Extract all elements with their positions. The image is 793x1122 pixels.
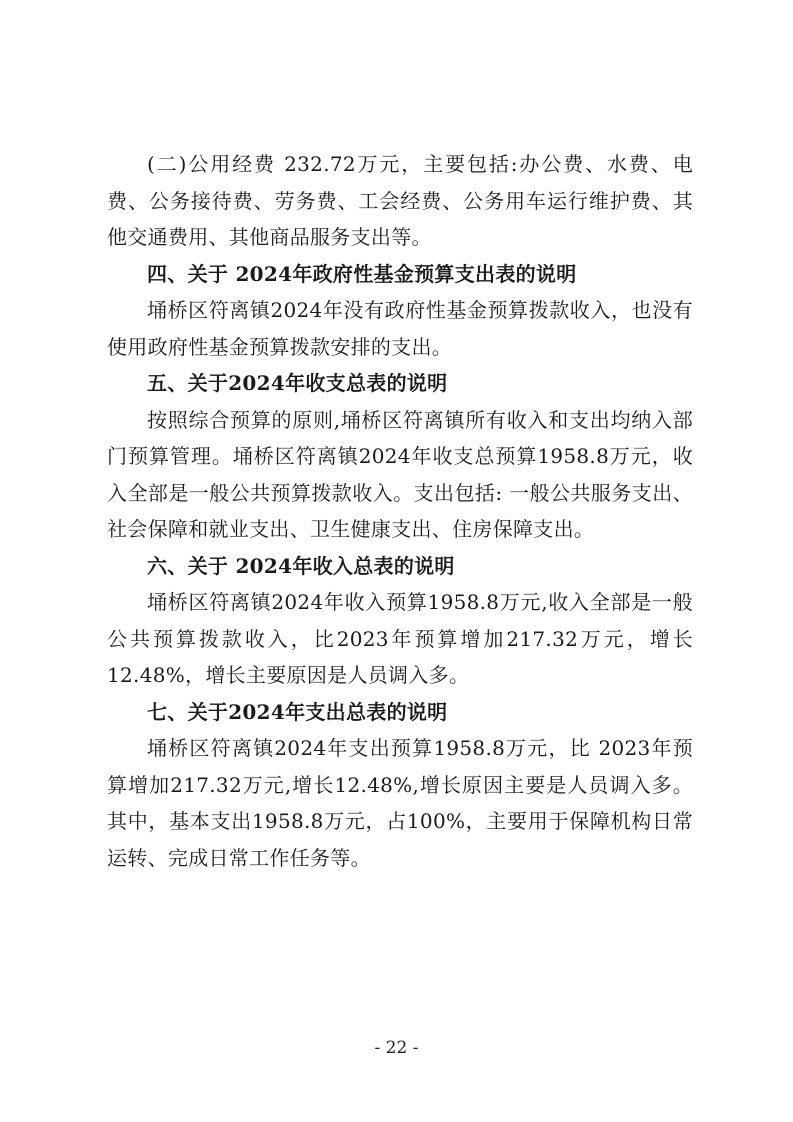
heading-section-6: 六、关于 2024年收入总表的说明 (147, 553, 455, 578)
paragraph-public-expenses: (二)公用经费 232.72万元，主要包括:办公费、水费、电费、公务接待费、劳务费、工会经费、公务用车运行维护费、其他交通费用、其他商品服务支出等。 (107, 152, 693, 249)
paragraph-expenditure-summary: 埇桥区符离镇2024年支出预算1958.8万元，比 2023年预算增加217.32万元,增长12.48%,增长原因主要是人员调入多。其中，基本支出1958.8万元，占100%，主要用于保障机构日常运转、完成日常工作任务等。 (107, 736, 693, 870)
paragraph-income-expenditure-summary: 按照综合预算的原则,埇桥区符离镇所有收入和支出均纳入部门预算管理。埇桥区符离镇2024年收支总预算1958.8万元，收入全部是一般公共预算拨款收入。支出包括: 一般公共服务支出、社会保障和就业支出、卫生健康支出、住房保障支出。 (107, 407, 693, 541)
paragraph-income-summary: 埇桥区符离镇2024年收入预算1958.8万元,收入全部是一般公共预算拨款收入，比2023年预算增加217.32万元，增长12.48%，增长主要原因是人员调入多。 (107, 590, 693, 687)
paragraph-government-fund: 埇桥区符离镇2024年没有政府性基金预算拨款收入，也没有使用政府性基金预算拨款安排的支出。 (107, 298, 693, 359)
page-number: - 22 - (374, 1038, 419, 1058)
heading-section-4: 四、关于 2024年政府性基金预算支出表的说明 (147, 261, 577, 286)
document-body (107, 146, 693, 876)
heading-section-5: 五、关于2024年收支总表的说明 (147, 371, 448, 395)
heading-section-7: 七、关于2024年支出总表的说明 (147, 699, 448, 724)
